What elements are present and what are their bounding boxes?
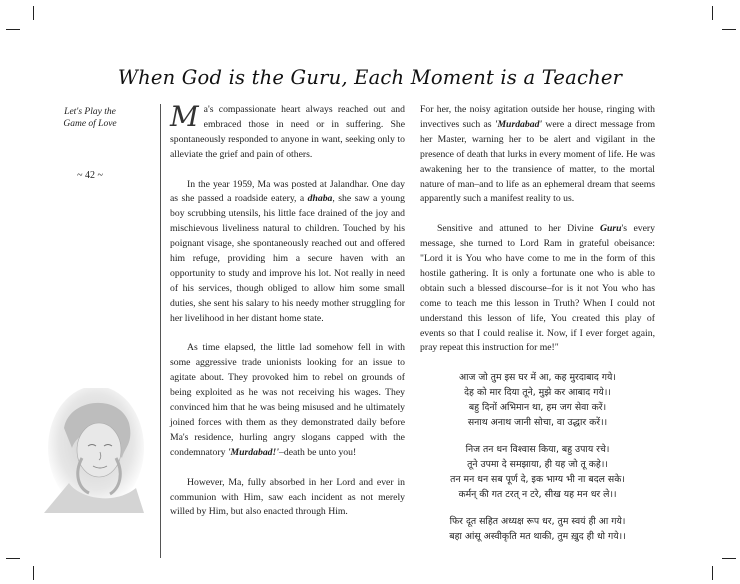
paragraph xyxy=(170,178,405,327)
paragraph-text: 's every message, she turned to Lord Ram in grateful obeisance: "Lord it is You who have come to me in the form of this hostile gathering. It is only a fortunate one who is able to obtain such a blessed discourse–for is it not You who has come to teach me this lesson in Truth? When I could not understand this lesson of life, You created this play of events so that I could realise it. Now, if I ever forget again, pray repeat this instruction for me!" xyxy=(420,223,656,354)
hindi-verse xyxy=(420,370,655,544)
paragraph-text: In the year 1959, Ma was posted at Jalandhar. One day as she passed a roadside eatery, a xyxy=(170,178,405,205)
verse-line: तूने उपमा दे समझाया, ही यह जो तू कहे।। xyxy=(467,459,608,471)
text-column-right xyxy=(420,103,655,544)
paragraph-text: Sensitive and attuned to her Divine xyxy=(437,223,600,235)
paragraph-text: , she saw a young boy scrubbing utensils, his little face drained of the joy and mischievous liveliness natural to children. Touched by his poignant visage, she spontaneously reached out and offered him refuge, providing him a secure haven with an opportunity to study and improve his lot. Not really in need of his services, though obliged to allow him some small duties, she sent his salary to his needy mother struggling for her livelihood in her distant home state. xyxy=(170,193,405,324)
page-number: ~ 42 ~ xyxy=(77,170,103,181)
verse-line: कर्मन् की गत टरत् न टरे, सीख यह मन धर ले।। xyxy=(458,489,617,501)
crop-mark xyxy=(33,566,34,580)
crop-mark xyxy=(722,29,736,30)
paragraph xyxy=(170,100,405,163)
verse-line: बहु दिनों अभिमान था, हम जग सेवा करें। xyxy=(468,402,607,414)
verse-line: देह को मार दिया तूने, मुझे कर आबाद गये।। xyxy=(464,387,611,399)
paragraph xyxy=(170,341,405,460)
term-murdabad: 'Murdabad' xyxy=(494,118,543,130)
paragraph-text: a's compassionate heart always reached out and embraced those in need or in suffering. She spontaneously responded to anyone in want, seeking only to alleviate the grief and pain of others. xyxy=(170,104,405,160)
paragraph-text: As time elapsed, the little lad somehow fell in with some aggressive trade unionists looking for an issue to agitate about. They provoked him to rebel on grounds of being exploited as he was not receiving his wages. They convinced him that he was being misused and he ultimately joined forces with them as they demonstrated daily before Ma's residence, hurling angry slogans capped with the condemnatory xyxy=(170,342,405,458)
crop-mark xyxy=(722,558,736,559)
verse-line: आज जो तुम इस घर में आ, कह मुरदाबाद गये। xyxy=(459,372,616,384)
verse-stanza xyxy=(420,514,655,544)
verse-stanza xyxy=(420,442,655,502)
term-guru: Guru xyxy=(599,223,622,235)
paragraph xyxy=(420,222,655,356)
paragraph-text: were a direct message from her Master, warning her to be alert and vigilant in the presence of death that lurks in every moment of life. He was awakening her to the transience of matter, to the mortal nature of man–and to life as an ephemeral dream that seems apparently such a manifest reality to us. xyxy=(420,118,656,205)
paragraph: However, Ma, fully absorbed in her Lord and ever in communion with Him, saw each incident as not merely willed by Him, but also enacted through Him. xyxy=(170,476,405,518)
column-rule xyxy=(160,104,161,558)
verse-stanza xyxy=(420,370,655,430)
verse-line: तन मन धन सब पूर्ण दे, इक भाग्य भी ना बदल सके। xyxy=(450,474,625,486)
crop-mark xyxy=(33,6,34,20)
verse-line: निज तन धन विश्वास किया, बहु उपाय रचे। xyxy=(465,444,610,456)
term-murdabad: 'Murdabad!' xyxy=(227,446,279,458)
section-title xyxy=(40,106,140,130)
text-column-left xyxy=(170,100,405,520)
paragraph xyxy=(420,103,655,207)
verse-line: बहा आंसू अस्वीकृति मत थाकी, तुम ख़ुद ही धो गये।। xyxy=(449,531,626,543)
section-title-line: Game of Love xyxy=(63,119,117,129)
verse-line: फिर दूत सहित अध्यक्ष रूप धर, तुम स्वयं ही आ गये। xyxy=(449,516,626,528)
portrait-photo xyxy=(44,388,144,513)
crop-mark xyxy=(6,558,20,559)
crop-mark xyxy=(712,6,713,20)
term-dhaba: dhaba xyxy=(307,193,333,205)
paragraph-text: For her, the noisy agitation outside her house, ringing with invectives such as xyxy=(420,104,655,130)
section-title-line: Let's Play the xyxy=(64,107,116,117)
page-title: When God is the Guru, Each Moment is a Teacher xyxy=(117,66,623,89)
paragraph-text: –death be unto you! xyxy=(279,446,357,458)
crop-mark xyxy=(6,29,20,30)
verse-line: सनाथ अनाथ जानी सोचा, वा उद्धार करें।। xyxy=(467,417,608,429)
crop-mark xyxy=(712,566,713,580)
drop-cap: M xyxy=(170,100,199,133)
